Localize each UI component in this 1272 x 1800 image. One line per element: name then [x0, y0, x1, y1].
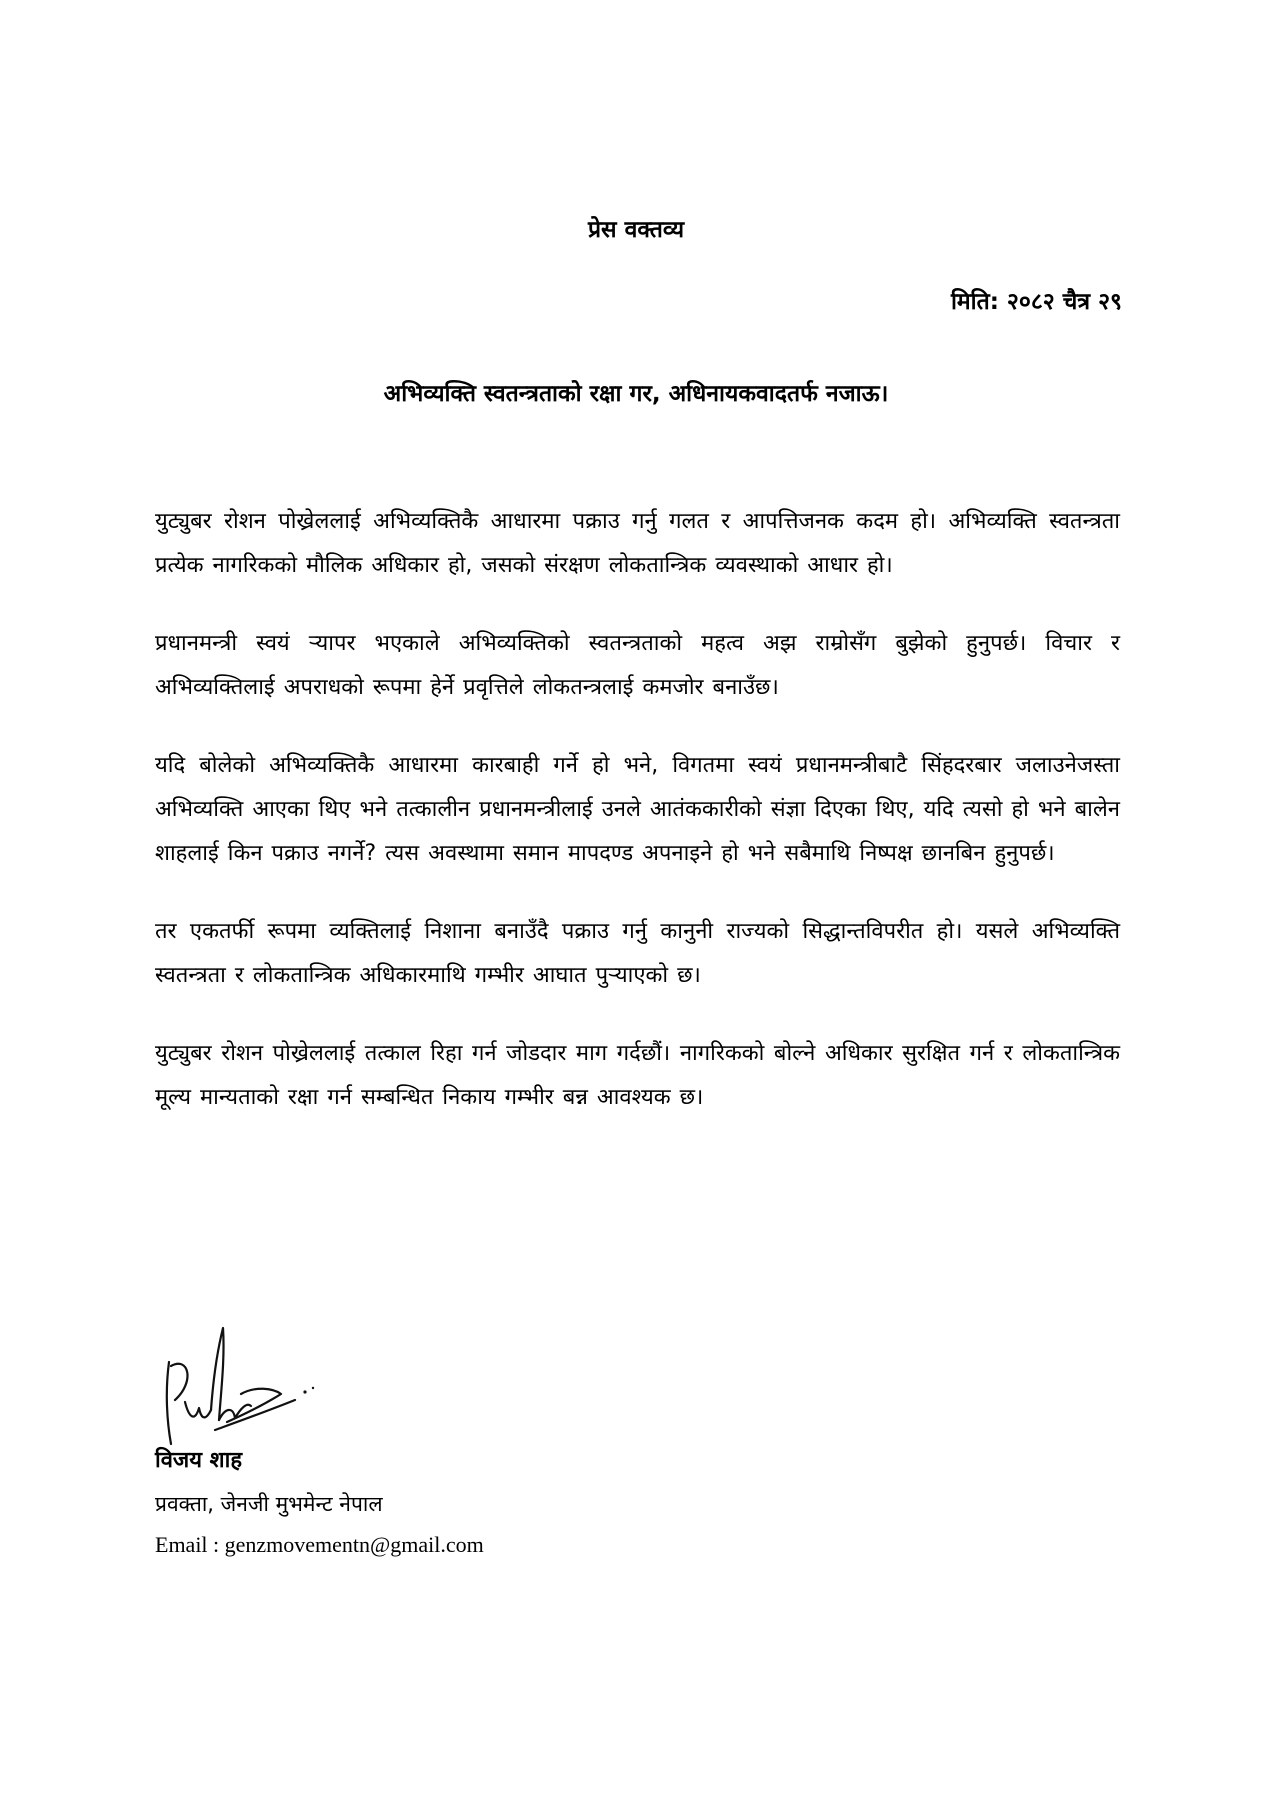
signatory-email: Email : genzmovementn@gmail.com	[155, 1532, 484, 1557]
handwritten-signature	[155, 1322, 325, 1452]
signatory-name: विजय शाह	[155, 1448, 243, 1473]
paragraph-2: प्रधानमन्त्री स्वयं र्‍यापर भएकाले अभिव्यक्तिको स्वतन्त्रताको महत्व अझ राम्रोसँग बुझेको हुनुपर्छ। विचार र अभिव्यक्तिलाई अपराधको रूपमा हेर्ने प्रवृत्तिले लोकतन्त्रलाई कमजोर बनाउँछ।	[155, 631, 1120, 700]
document-heading: प्रेस वक्तव्य	[587, 217, 685, 243]
document-date: मिति: २०८२ चैत्र २९	[950, 289, 1122, 315]
paragraph-3: यदि बोलेको अभिव्यक्तिकै आधारमा कारबाही गर्ने हो भने, विगतमा स्वयं प्रधानमन्त्रीबाटै सिंहदरबार जलाउनेजस्ता अभिव्यक्ति आएका थिए भने तत्कालीन प्रधानमन्त्रीलाई उनले आतंककारीको संज्ञा दिएका थिए, यदि त्यसो हो भने बालेन शाहलाई किन पक्राउ नगर्ने? त्यस अवस्थामा समान मापदण्ड अपनाइने हो भने सबैमाथि निष्पक्ष छानबिन हुनुपर्छ।	[155, 753, 1120, 866]
statement-body	[155, 500, 1120, 1154]
document-subject: अभिव्यक्ति स्वतन्त्रताको रक्षा गर, अधिनायकवादतर्फ नजाऊ।	[383, 381, 889, 407]
paragraph-5: युट्युबर रोशन पोख्रेललाई तत्काल रिहा गर्न जोडदार माग गर्दछौं। नागरिकको बोल्ने अधिकार सुरक्षित गर्न र लोकतान्त्रिक मूल्य मान्यताको रक्षा गर्न सम्बन्धित निकाय गम्भीर बन्न आवश्यक छ।	[155, 1041, 1120, 1110]
signatory-role: प्रवक्ता, जेनजी मुभमेन्ट नेपाल	[155, 1492, 383, 1516]
paragraph-4: तर एकतर्फी रूपमा व्यक्तिलाई निशाना बनाउँदै पक्राउ गर्नु कानुनी राज्यको सिद्धान्तविपरीत हो। यसले अभिव्यक्ति स्वतन्त्रता र लोकतान्त्रिक अधिकारमाथि गम्भीर आघात पुर्‍याएको छ।	[155, 919, 1120, 988]
paragraph-1: युट्युबर रोशन पोख्रेललाई अभिव्यक्तिकै आधारमा पक्राउ गर्नु गलत र आपत्तिजनक कदम हो। अभिव्यक्ति स्वतन्त्रता प्रत्येक नागरिकको मौलिक अधिकार हो, जसको संरक्षण लोकतान्त्रिक व्यवस्थाको आधार हो।	[155, 509, 1120, 578]
